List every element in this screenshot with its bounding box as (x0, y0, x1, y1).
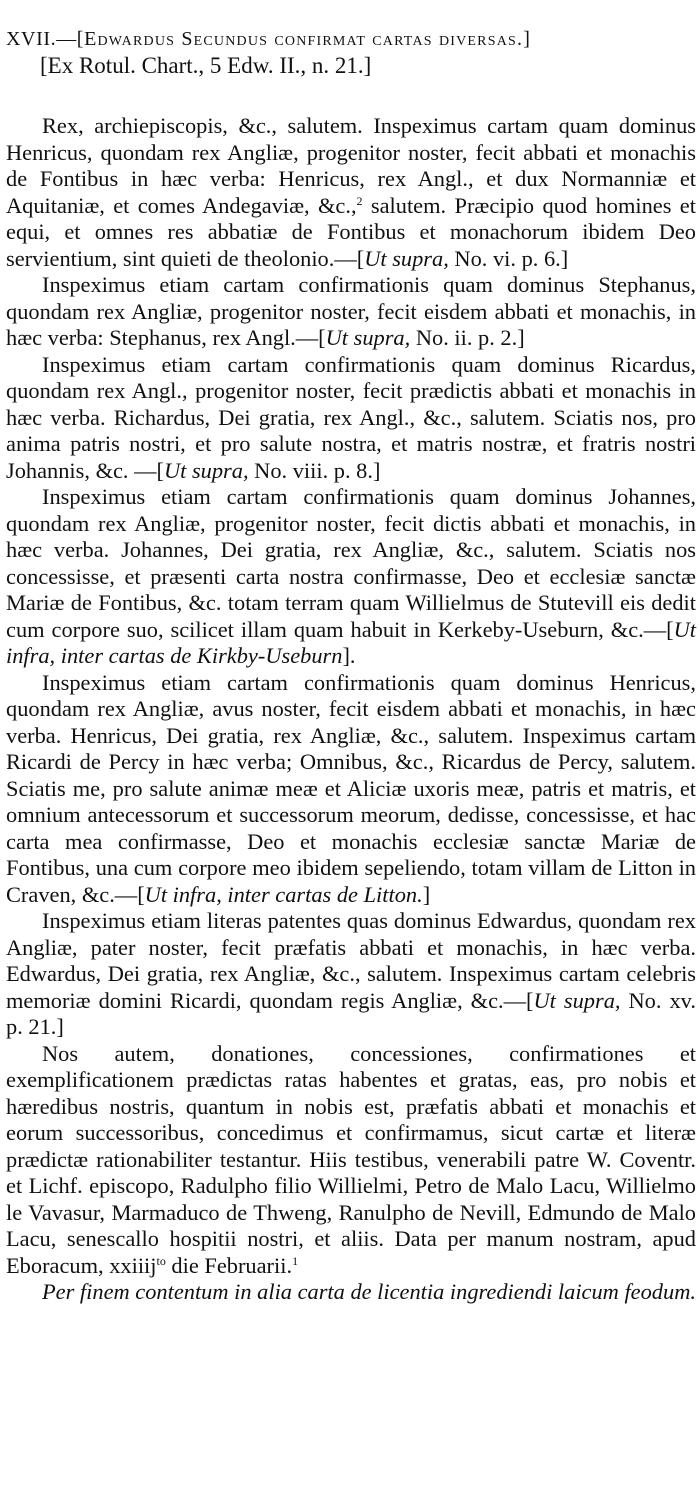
charter-title: Edwardus Secundus confirmat cartas diversas. (84, 28, 524, 50)
source-reference: [Ex Rotul. Chart., 5 Edw. II., n. 21.] (40, 52, 372, 78)
paragraph (6, 908, 696, 1041)
charter-title-close: ] (523, 28, 531, 50)
heading-spacer (6, 79, 696, 113)
paragraph (6, 1041, 696, 1280)
paragraph-text: Inspeximus etiam cartam confirmationis quam dominus Johannes, quondam rex Angliæ, progenitor noster, fecit dictis abbati et monachis, in hæc verba. Johannes, Dei gratia, rex Angliæ, &c., salutem. Sciatis nos concessisse, et præsenti carta nostra confirmasse, Deo et ecclesiæ sanctæ Mariæ de Fontibus, &c. totam terram quam Willielmus de Stutevill eis dedit cum corpore suo, scilicet illam quam habuit in Kerkeby-Useburn, &c.—[ (6, 484, 696, 642)
paragraph-text: Inspeximus etiam cartam confirmationis quam dominus Henricus, quondam rex Angliæ, avus noster, fecit eisdem abbati et monachis, in hæc verba. Henricus, Dei gratia, rex Angliæ, &c., salutem. Inspeximus cartam Ricardi de Percy in hæc verba; Omnibus, &c., Ricardus de Percy, salutem. Sciatis me, pro salute animæ meæ et Aliciæ uxoris meæ, patris et matris, et omnium antecessorum et successorum meorum, dedisse, concessisse, et hac carta mea confirmasse, Deo et monachis ecclesiæ sanctæ Mariæ de Fontibus, una cum corpore meo ibidem sepeliendo, totam villam de Litton in Craven, &c.—[ (6, 669, 696, 907)
paragraph-text: No. viii. p. 8.] (248, 457, 381, 483)
paragraph-text: ]. (342, 643, 356, 668)
paragraph (6, 1279, 696, 1306)
paragraph-text: Inspeximus etiam literas patentes quas dominus Edwardus, quondam rex Angliæ, pater noster, fecit præfatis abbati et monachis, in hæc verba. Edwardus, Dei gratia, rex Angliæ, &c., salutem. Inspeximus cartam celebris memoriæ domini Ricardi, quondam regis Angliæ, &c.—[ (6, 908, 696, 1013)
italic-reference: Per finem contentum in alia carta de licentia ingrediendi laicum feodum. (42, 1279, 696, 1304)
paragraph (6, 484, 696, 670)
paragraph-text: ] (422, 881, 431, 907)
paragraph-text: No. ii. p. 2.] (410, 325, 525, 350)
paragraph-text: die Februarii. (165, 1252, 293, 1278)
document-body (6, 113, 696, 1306)
footnote-marker: 2 (356, 193, 363, 208)
italic-reference: Ut supra, (163, 457, 249, 483)
paragraph-text: No. xv. p. 21.] (6, 987, 696, 1039)
paragraph-text: Rex, archiepiscopis, &c., salutem. Inspeximus cartam quam dominus Henricus, quondam rex Angliæ, progenitor noster, fecit abbati et monachis de Fontibus in hæc verba: Henricus, rex Angl., et dux Normanniæ et Aquitaniæ, et comes Andegaviæ, &c., (6, 113, 696, 218)
paragraph-text: Nos autem, donationes, concessiones, confirmationes et exemplificationem prædictas ratas habentes et gratas, eas, pro nobis et hæredibus nostris, quantum in nobis est, præfatis abbati et monachis et eorum successoribus, concedimus et confirmamus, sicut cartæ et literæ prædictæ rationabiliter testantur. Hiis testibus, venerabili patre W. Coventr. et Lichf. episcopo, Radulpho filio Willielmi, Petro de Malo Lacu, Willielmo le Vavasur, Marmaduco de Thweng, Ranulpho de Nevill, Edmundo de Malo Lacu, senescallo hospitii nostri, et aliis. Data per manum nostram, apud Eboracum, xxiiij (6, 1040, 696, 1278)
italic-reference: Ut infra, inter cartas de Kirkby-Useburn (6, 616, 696, 668)
italic-reference: Ut supra, (325, 325, 411, 350)
paragraph-text: Inspeximus etiam cartam confirmationis quam dominus Stephanus, quondam rex Angliæ, progenitor noster, fecit eisdem abbati et monachis, in hæc verba: Stephanus, rex Angl.—[ (6, 272, 696, 350)
charter-number: XVII.—[ (6, 28, 85, 50)
paragraph (6, 272, 696, 352)
paragraph-text: salutem. Præcipio quod homines et equi, et omnes res abbatiæ de Fontibus et monachorum ibidem Deo servientium, sint quieti de theolonio.—[ (6, 192, 696, 271)
paragraph (6, 113, 696, 272)
italic-reference: Ut supra, (364, 245, 449, 271)
charter-heading (6, 26, 696, 53)
paragraph-text: No. vi. p. 6.] (448, 245, 569, 271)
italic-reference: Ut infra, inter cartas de Litton. (144, 881, 423, 907)
italic-reference: Ut supra, (533, 987, 621, 1013)
paragraph (6, 670, 696, 909)
footnote-marker: to (156, 1253, 166, 1268)
footnote-marker: 1 (292, 1253, 299, 1268)
paragraph-text: Inspeximus etiam cartam confirmationis quam dominus Ricardus, quondam rex Angl., progenitor noster, fecit prædictis abbati et monachis in hæc verba. Richardus, Dei gratia, rex Angl., &c., salutem. Sciatis nos, pro anima patris nostri, et pro salute nostra, et matris nostræ, et fratris nostri Johannis, &c. —[ (6, 351, 696, 483)
paragraph (6, 352, 696, 485)
